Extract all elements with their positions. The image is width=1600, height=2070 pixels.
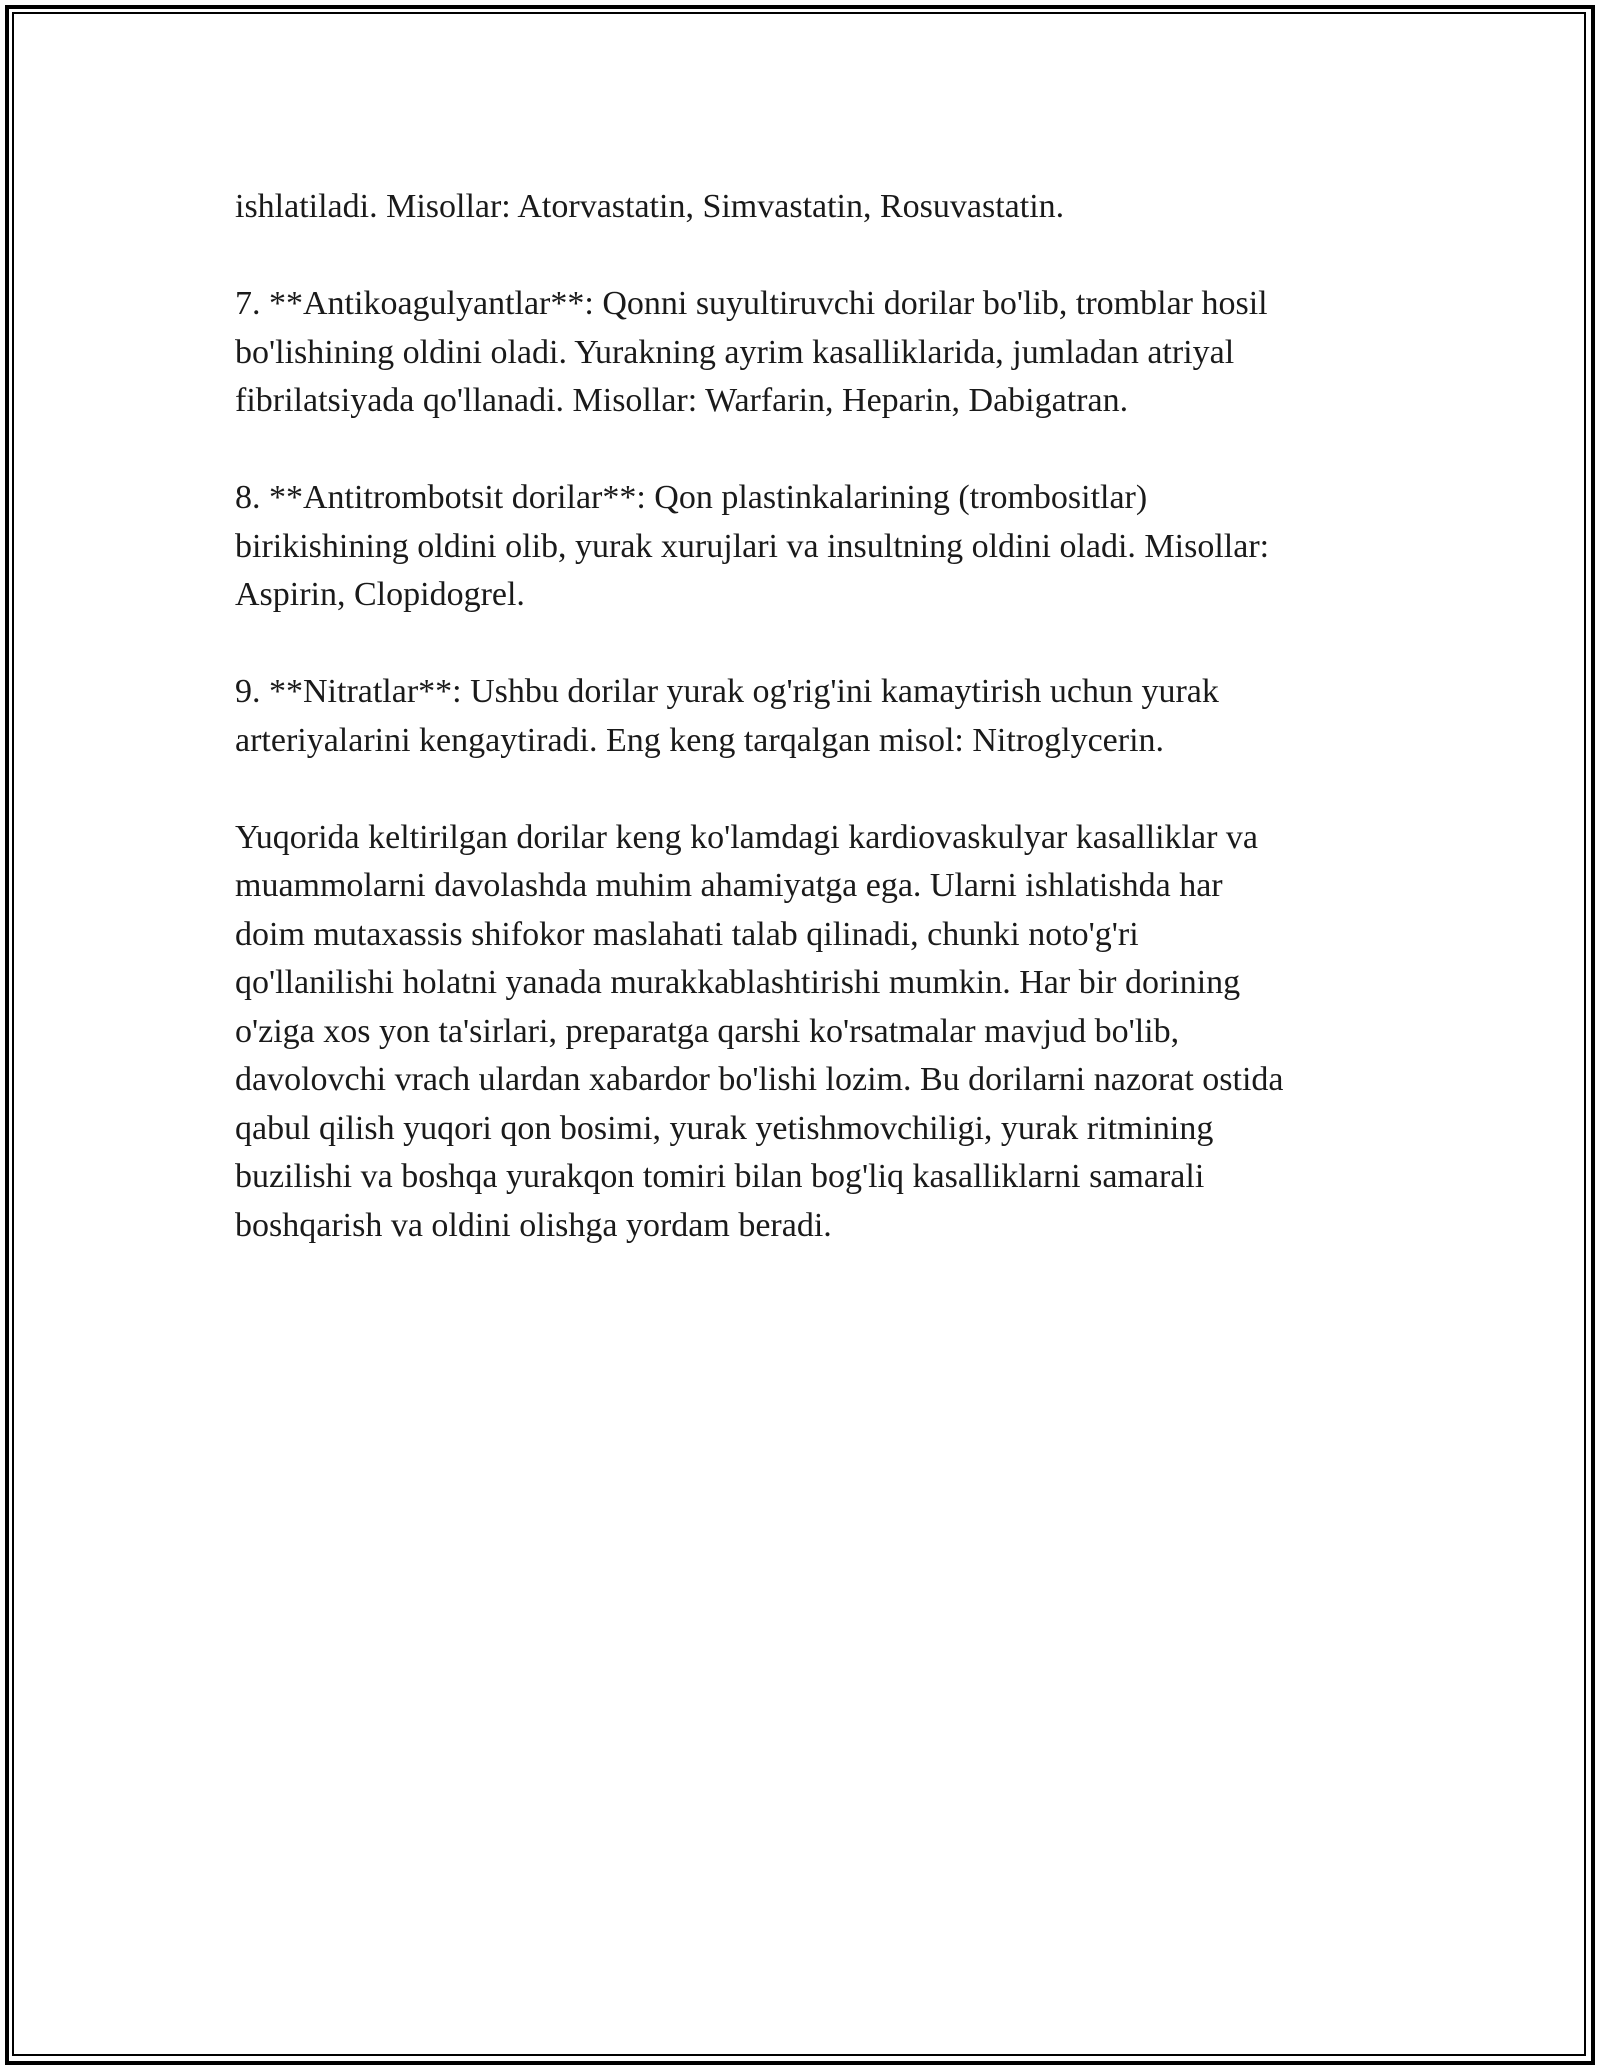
paragraph-conclusion: Yuqorida keltirilgan dorilar keng ko'lamdagi kardiovaskulyar kasalliklar va muammolarni davolashda muhim ahamiyatga ega. Ularni ishlatishda har doim mutaxassis shifokor maslahati talab qilinadi, chunki noto'g'ri qo'llanilishi holatni yanada murakkablashtirishi mumkin. Har bir dorining o'ziga xos yon ta'sirlari, preparatga qarshi ko'rsatmalar mavjud bo'lib, davolovchi vrach ulardan xabardor bo'lishi lozim. Bu dorilarni nazorat ostida qabul qilish yuqori qon bosimi, yurak yetishmovchiligi, yurak ritmining buzilishi va boshqa yurakqon tomiri bilan bog'liq kasalliklarni samarali boshqarish va oldini olishga yordam beradi.	[235, 818, 1284, 1244]
document-body	[235, 183, 1375, 1299]
paragraph-statins-continuation: ishlatiladi. Misollar: Atorvastatin, Simvastatin, Rosuvastatin.	[235, 188, 1065, 225]
paragraph-antiplatelets: 8. **Antitrombotsit dorilar**: Qon plastinkalarining (trombositlar) birikishining oldini olib, yurak xurujlari va insultning oldini oladi. Misollar: Aspirin, Clopidogrel.	[235, 479, 1270, 613]
paragraph-nitrates: 9. **Nitratlar**: Ushbu dorilar yurak og'rig'ini kamaytirish uchun yurak arteriyalarini kengaytiradi. Eng keng tarqalgan misol: Nitroglycerin.	[235, 673, 1219, 759]
paragraph-anticoagulants: 7. **Antikoagulyantlar**: Qonni suyultiruvchi dorilar bo'lib, tromblar hosil bo'lishining oldini oladi. Yurakning ayrim kasalliklarida, jumladan atriyal fibrilatsiyada qo'llanadi. Misollar: Warfarin, Heparin, Dabigatran.	[235, 285, 1268, 419]
